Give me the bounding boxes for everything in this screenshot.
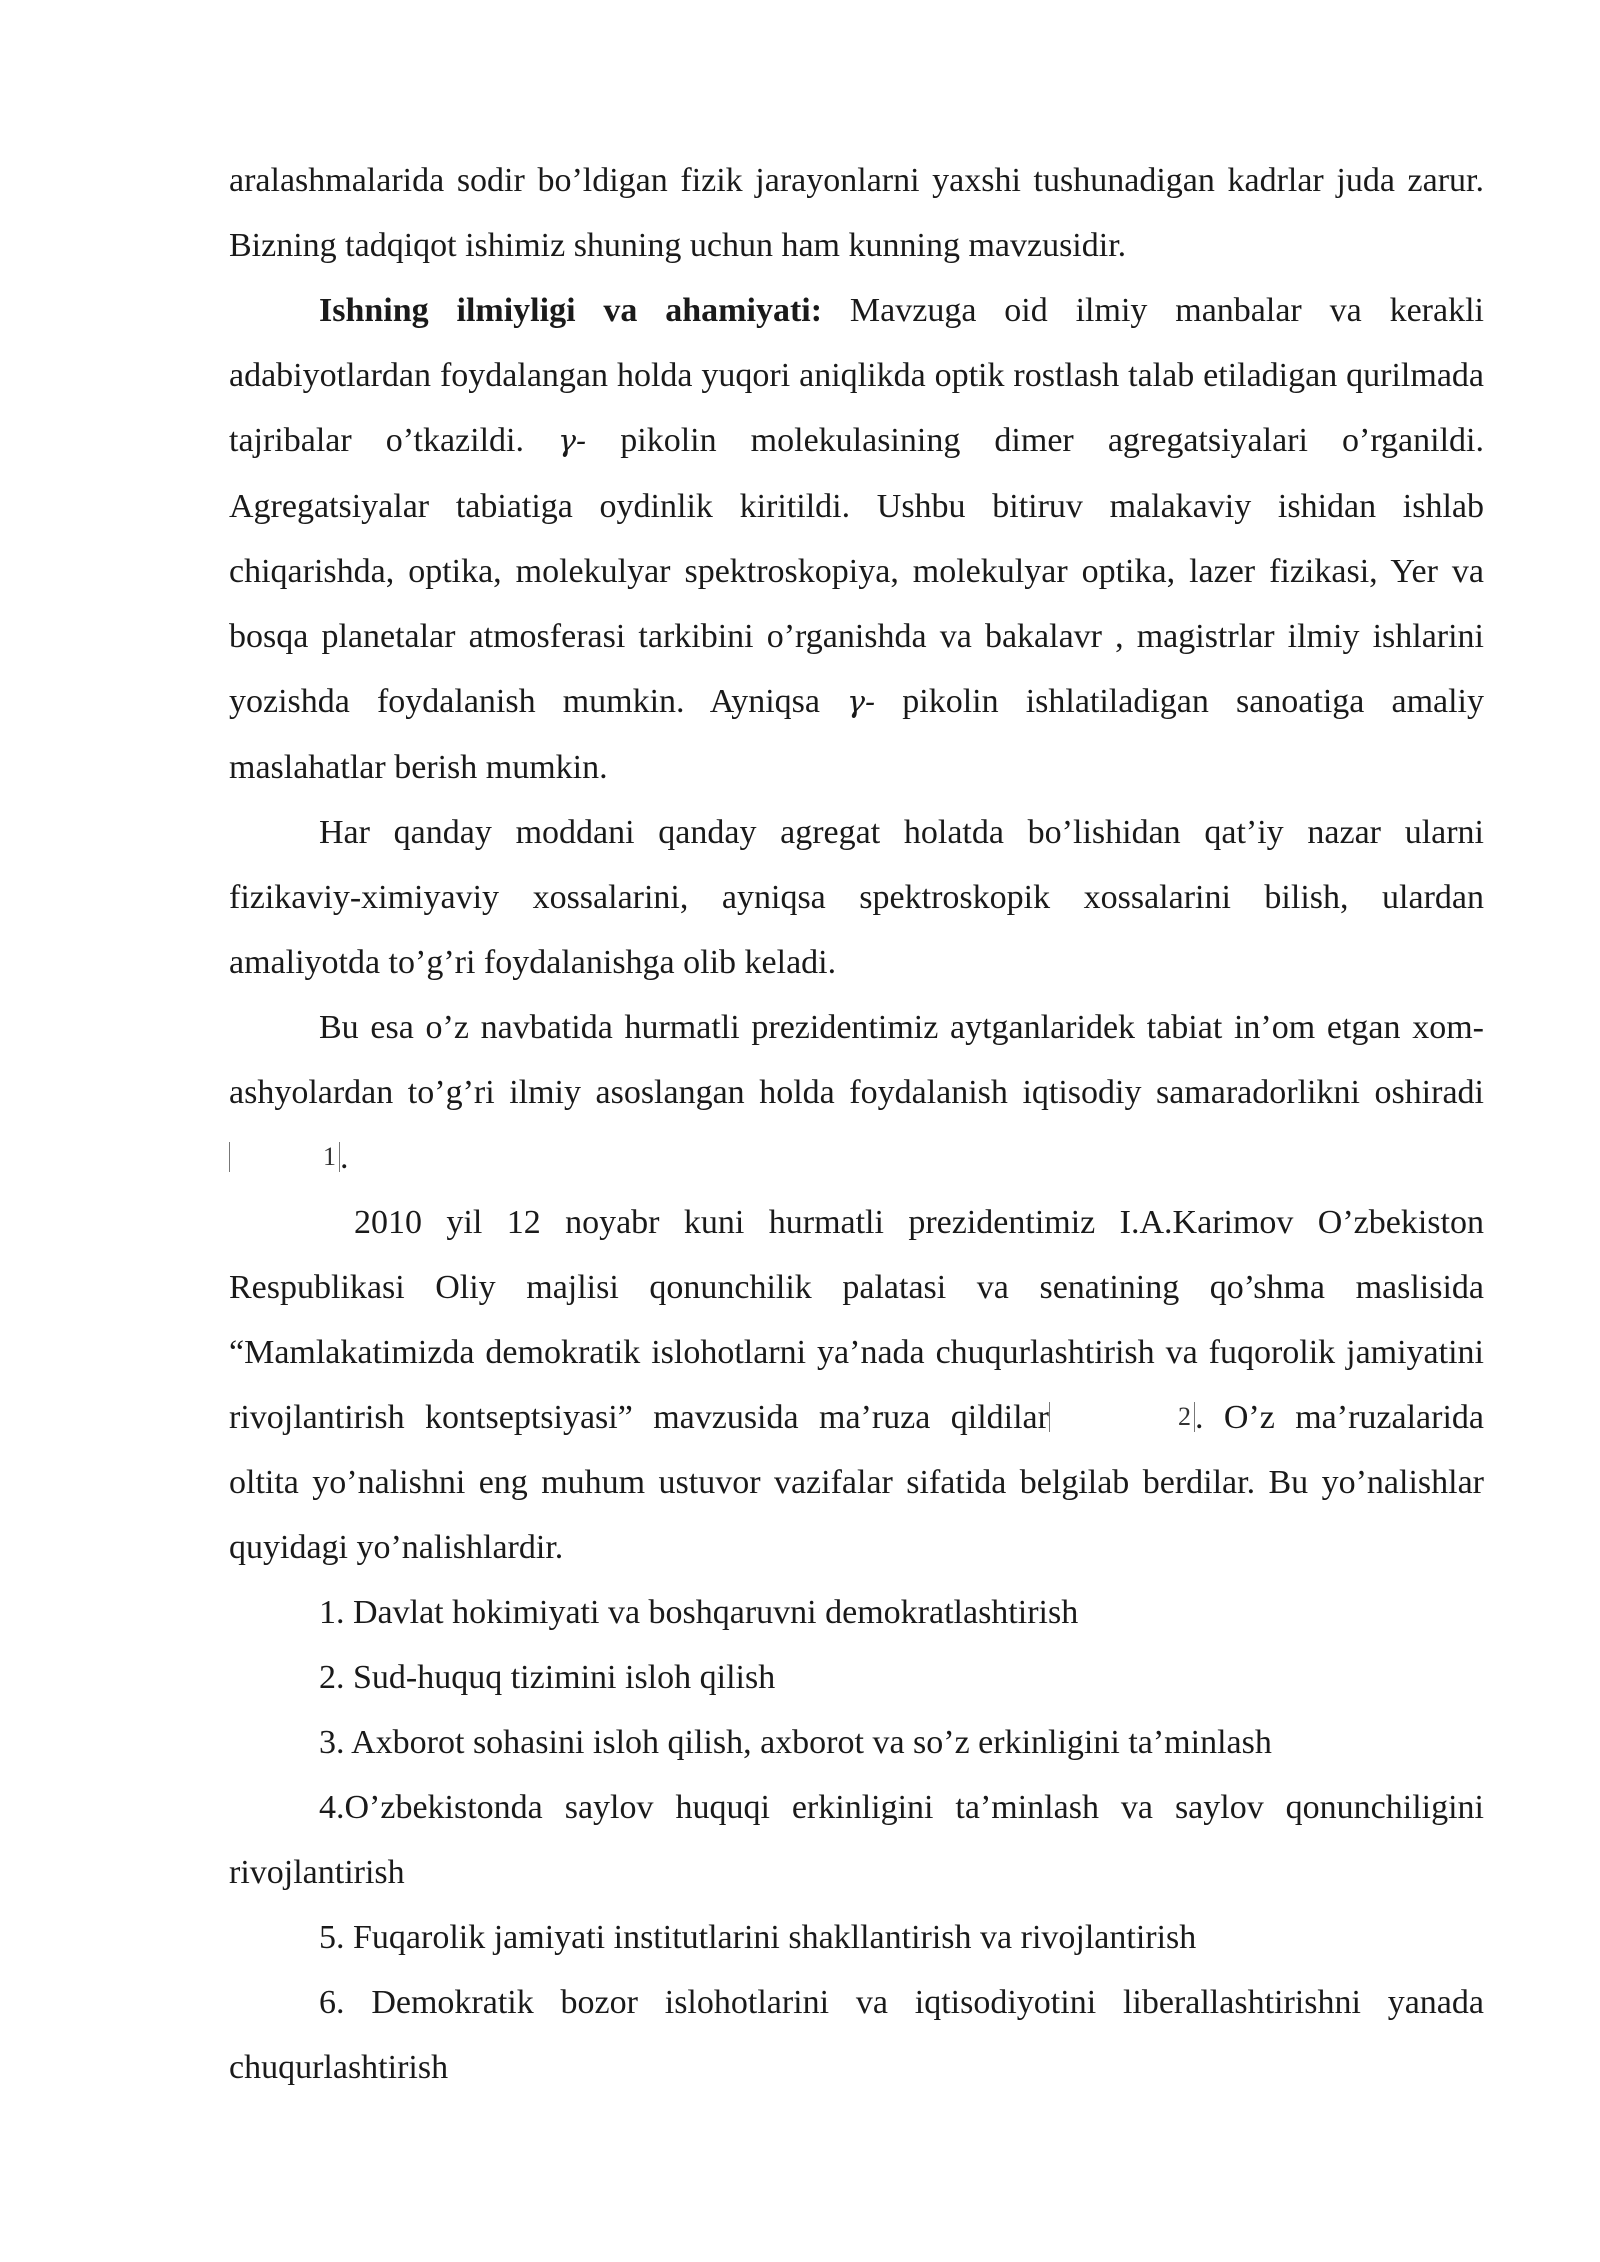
paragraph-significance — [229, 278, 1484, 800]
paragraph-intro: aralashmalarida sodir bo’ldigan fizik jarayonlarni yaxshi tushunadigan kadrlar juda zarur. Bizning tadqiqot ishimiz shuning uchun ham kunning mavzusidir. — [229, 162, 1484, 264]
document-page — [229, 148, 1484, 2100]
president-text: Bu esa o’z navbatida hurmatli prezidentimiz aytganlaridek tabiat in’om etgan xom-ashyolardan to’g’ri ilmiy asoslangan holda foydalanish iqtisodiy samaradorlikni oshiradi — [229, 1009, 1484, 1111]
paragraph-substances: Har qanday moddani qanday agregat holatda bo’lishidan qat’iy nazar ularni fizikaviy-ximiyaviy xossalarini, ayniqsa spektroskopik xossalarini bilish, ulardan amaliyotda to’g’ri foydalanishga olib keladi. — [229, 814, 1484, 981]
list-item: 1. Davlat hokimiyati va boshqaruvni demokratlashtirish — [319, 1594, 1079, 1631]
significance-text-c: pikolin ishlatiladigan sanoatiga amaliy maslahatlar berish mumkin. — [229, 683, 1485, 786]
list-item: 2. Sud-huquq tizimini isloh qilish — [319, 1659, 776, 1696]
reference-marker[interactable]: 2 — [1049, 1402, 1195, 1432]
paragraph-concept — [229, 1190, 1484, 1580]
concept-text: 2010 yil 12 noyabr kuni hurmatli prezidentimiz I.A.Karimov O’zbekiston Respublikasi Oliy majlisi qonunchilik palatasi va senatining qo’shma maslisida “Mamlakatimizda demokratik islohotlarni ya’nada chuqurlashtirish va fuqorolik jamiyatini rivojlantirish kontseptsiyasi” mavzusida ma’ruza qildilar — [229, 1204, 1484, 1436]
gamma-symbol: γ- — [847, 685, 876, 720]
list-item: 6. Demokratik bozor islohotlarini va iqtisodiyotini liberallashtirishni yanada chuqurlashtirish — [229, 1984, 1484, 2086]
gamma-symbol: γ- — [558, 424, 587, 459]
significance-text-a: Mavzuga oid ilmiy manbalar va kerakli adabiyotlardan foydalangan holda yuqori aniqlikda optik rostlash talab etiladigan qurilmada tajribalar o’tkazildi. — [229, 292, 1484, 459]
significance-heading: Ishning ilmiyligi va ahamiyati: — [319, 292, 823, 329]
list-item: 4.O’zbekistonda saylov huquqi erkinligini ta’minlash va saylov qonunchiligini rivojlantirish — [229, 1789, 1484, 1891]
paragraph-president — [229, 995, 1484, 1190]
list-item: 3. Axborot sohasini isloh qilish, axborot va so’z erkinligini ta’minlash — [319, 1724, 1272, 1761]
concept-text-end: . O’z ma’ruzalarida oltita yo’nalishni eng muhum ustuvor vazifalar sifatida belgilab berdilar. Bu yo’nalishlar quyidagi yo’nalishlardir. — [229, 1399, 1484, 1566]
significance-text-b: pikolin molekulasining dimer agregatsiyalari o’rganildi. Agregatsiyalar tabiatiga oydinlik kiritildi. Ushbu bitiruv malakaviy ishidan ishlab chiqarishda, optika, molekulyar spektroskopiya, molekulyar optika, lazer fizikasi, Yer va bosqa planetalar atmosferasi tarkibini o’rganishda va bakalavr , magistrlar ilmiy ishlarini yozishda foydalanish mumkin. Ayniqsa — [229, 422, 1484, 720]
list-item: 5. Fuqarolik jamiyati institutlarini shakllantirish va rivojlantirish — [319, 1919, 1197, 1956]
reference-marker[interactable]: 1 — [229, 1142, 340, 1172]
president-text-end: . — [340, 1139, 349, 1176]
